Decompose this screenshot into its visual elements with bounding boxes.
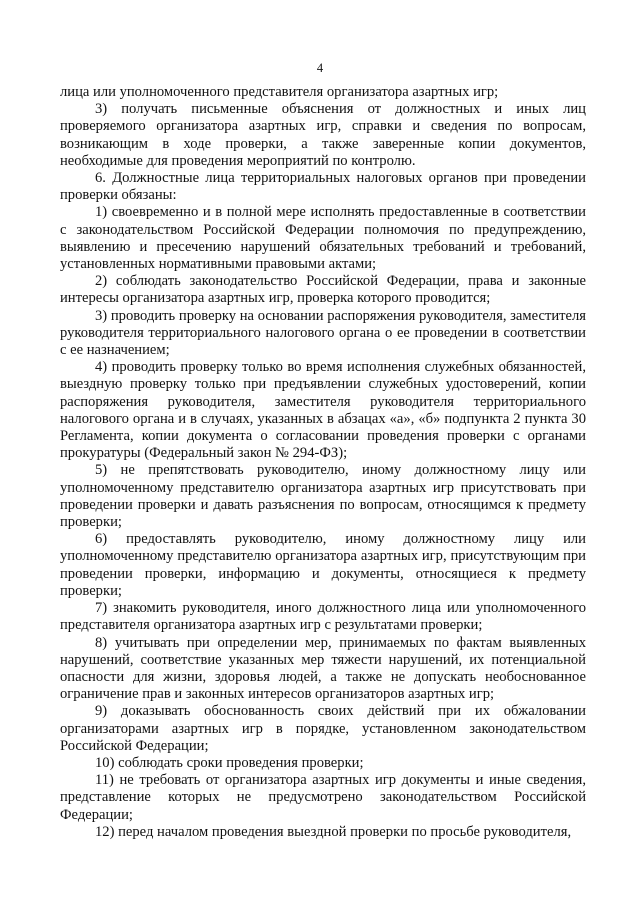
paragraph: лица или уполномоченного представителя организатора азартных игр; [60,84,499,100]
paragraph: 2) соблюдать законодательство Российской Федерации, права и законные интересы организатора азартных игр, проверка которого проводится; [60,273,586,307]
paragraph: 9) доказывать обоснованность своих действий при их обжаловании организаторами азартных игр в порядке, установленном законодательством Российской Федерации; [60,703,586,754]
paragraph: 6. Должностные лица территориальных налоговых органов при проведении проверки обязаны: [60,170,586,204]
paragraph: 5) не препятствовать руководителю, иному должностному лицу или уполномоченному представителю организатора азартных игр присутствовать при проведении проверки и давать разъяснения по вопросам, относящимся к предмету проверки; [60,462,586,531]
paragraph: 1) своевременно и в полной мере исполнять предоставленные в соответствии с законодательством Российской Федерации полномочия по предупреждению, выявлению и пресечению нарушений обязательных требований и требований, установленных нормативными правовыми актами; [60,204,586,273]
paragraph: 3) проводить проверку на основании распоряжения руководителя, заместителя руководителя территориального налогового органа о ее проведении в соответствии с ее назначением; [60,307,586,359]
paragraph: 11) не требовать от организатора азартных игр документы и иные сведения, представление которых не предусмотрено законодательством Российской Федерации; [60,772,586,823]
paragraph: 6) предоставлять руководителю, иному должностному лицу или уполномоченному представителю организатора азартных игр, присутствующим при проведении проверки, информацию и документы, относящиеся к предмету проверки; [60,531,586,599]
paragraph: 10) соблюдать сроки проведения проверки; [95,754,364,771]
page-number: 4 [316,61,324,75]
paragraph: 12) перед началом проведения выездной проверки по просьбе руководителя, [95,823,572,840]
paragraph: 4) проводить проверку только во время исполнения служебных обязанностей, выездную проверку только при предъявлении служебных удостоверений, копии распоряжения руководителя, заместителя руководителя территориального налогового органа и в случаях, указанных в абзацах «а», «б» подпункта 2 пункта 30 Регламента, копии документа о согласовании проведения проверки с органами прокуратуры (Федеральный закон № 294-ФЗ); [60,359,586,462]
document-body [60,84,586,841]
paragraph: 7) знакомить руководителя, иного должностного лица или уполномоченного представителя организатора азартных игр с результатами проверки; [60,600,586,634]
paragraph: 3) получать письменные объяснения от должностных и иных лиц проверяемого организатора азартных игр, справки и сведения по вопросам, возникающим в ходе проверки, а также заверенные копии документов, необходимые для проведения мероприятий по контролю. [60,101,586,169]
paragraph: 8) учитывать при определении мер, принимаемых по фактам выявленных нарушений, соответствие указанных мер тяжести нарушений, их потенциальной опасности для жизни, здоровья людей, а также не допускать необоснованное ограничение прав и законных интересов организаторов азартных игр; [60,634,586,703]
